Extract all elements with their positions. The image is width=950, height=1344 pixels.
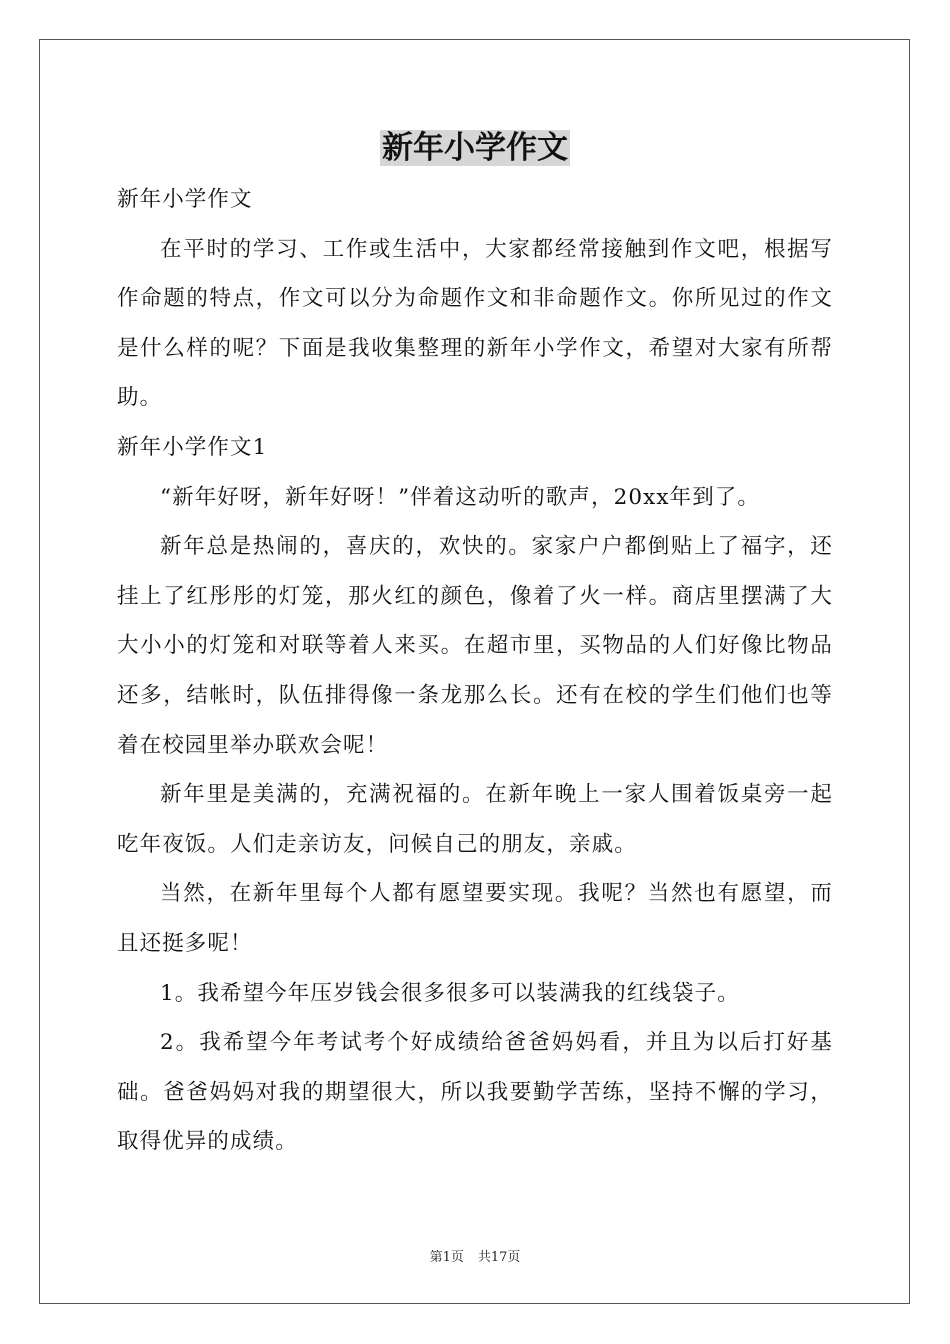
document-title xyxy=(0,128,950,168)
list-item-paragraph: 1。我希望今年压岁钱会很多很多可以装满我的红线袋子。 xyxy=(160,980,740,1006)
page-total: 共17页 xyxy=(477,1250,521,1265)
body-paragraph: 当然，在新年里每个人都有愿望要实现。我呢？当然也有愿望，而且还挺多呢！ xyxy=(117,881,833,956)
document-title-text: 新年小学作文 xyxy=(382,130,568,166)
intro-paragraph: 在平时的学习、工作或生活中，大家都经常接触到作文吧，根据写作命题的特点，作文可以分为命题作文和非命题作文。你所见过的作文是什么样的呢？下面是我收集整理的新年小学作文，希望对大家有所帮助。 xyxy=(117,236,833,411)
section-heading: 新年小学作文1 xyxy=(117,434,268,460)
document-body xyxy=(117,175,833,1167)
list-item-paragraph: 2。我希望今年考试考个好成绩给爸爸妈妈看，并且为以后打好基础。爸爸妈妈对我的期望很大，所以我要勤学苦练，坚持不懈的学习，取得优异的成绩。 xyxy=(117,1030,833,1155)
body-paragraph: 新年总是热闹的，喜庆的，欢快的。家家户户都倒贴上了福字，还挂上了红彤彤的灯笼，那火红的颜色，像着了火一样。商店里摆满了大大小小的灯笼和对联等着人来买。在超市里，买物品的人们好像比物品还多，结帐时，队伍排得像一条龙那么长。还有在校的学生们他们也等着在校园里举办联欢会呢！ xyxy=(117,534,833,758)
body-paragraph: 新年里是美满的，充满祝福的。在新年晚上一家人围着饭桌旁一起吃年夜饭。人们走亲访友，问候自己的朋友，亲戚。 xyxy=(117,782,833,857)
page-footer xyxy=(0,1250,950,1266)
body-paragraph: “新年好呀，新年好呀！”伴着这动听的歌声，20xx年到了。 xyxy=(160,484,760,510)
page-number: 第1页 xyxy=(429,1250,464,1265)
document-subtitle: 新年小学作文 xyxy=(117,187,253,212)
